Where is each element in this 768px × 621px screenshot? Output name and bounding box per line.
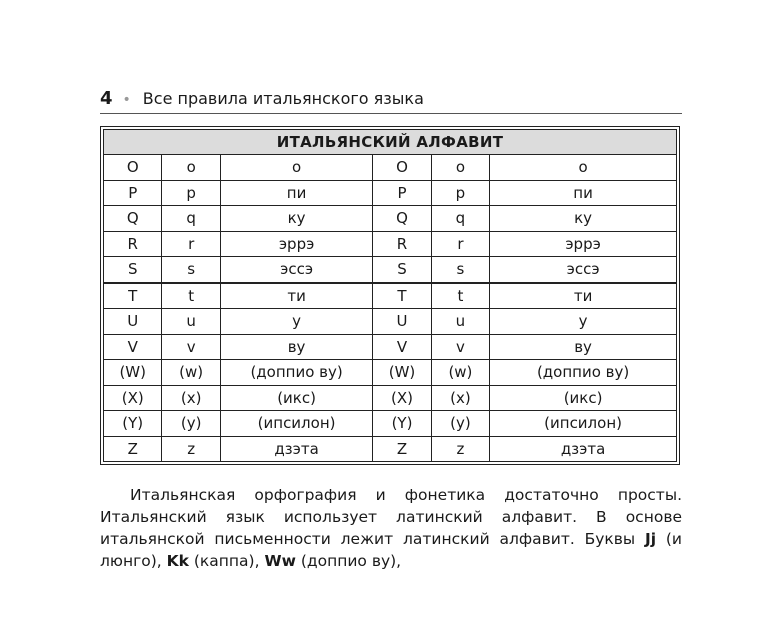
table-cell: (W): [104, 360, 162, 386]
table-cell: T: [104, 283, 162, 309]
table-cell: (x): [431, 385, 489, 411]
table-cell: о: [490, 155, 677, 181]
body-text-4: (доппио ву),: [295, 552, 402, 570]
table-cell: q: [162, 206, 220, 232]
table-cell: S: [373, 257, 431, 283]
table-cell: r: [431, 231, 489, 257]
table-cell: u: [431, 309, 489, 335]
table-row: [104, 385, 677, 411]
table-cell: v: [162, 334, 220, 360]
bold-letter-jj: Jj: [644, 530, 657, 548]
table-title: ИТАЛЬЯНСКИЙ АЛФАВИТ: [104, 130, 677, 155]
table-cell: r: [162, 231, 220, 257]
table-cell: эррэ: [490, 231, 677, 257]
table-cell: (y): [162, 411, 220, 437]
table-cell: R: [373, 231, 431, 257]
table-cell: ку: [490, 206, 677, 232]
table-cell: q: [431, 206, 489, 232]
table-row: [104, 257, 677, 283]
table-cell: V: [104, 334, 162, 360]
table-cell: ву: [490, 334, 677, 360]
table-cell: ти: [490, 283, 677, 309]
table-cell: (ипсилон): [220, 411, 372, 437]
table-cell: (Y): [373, 411, 431, 437]
table-cell: (ипсилон): [490, 411, 677, 437]
alphabet-table-frame: [100, 126, 680, 465]
table-cell: s: [431, 257, 489, 283]
header-separator: •: [122, 92, 131, 108]
table-cell: пи: [220, 180, 372, 206]
table-cell: U: [104, 309, 162, 335]
table-cell: z: [431, 436, 489, 462]
body-text-3: (каппа),: [188, 552, 265, 570]
page-number: 4: [100, 88, 113, 109]
table-cell: V: [373, 334, 431, 360]
table-cell: Q: [373, 206, 431, 232]
table-row: [104, 231, 677, 257]
table-row: [104, 411, 677, 437]
table-cell: p: [431, 180, 489, 206]
running-title: Все правила итальянского языка: [142, 89, 424, 108]
table-cell: (Y): [104, 411, 162, 437]
table-row: [104, 206, 677, 232]
table-cell: u: [162, 309, 220, 335]
table-cell: P: [104, 180, 162, 206]
table-cell: o: [431, 155, 489, 181]
table-cell: (доппио ву): [490, 360, 677, 386]
table-cell: Z: [373, 436, 431, 462]
table-cell: пи: [490, 180, 677, 206]
table-cell: эссэ: [220, 257, 372, 283]
body-text-2: (и люнго),: [100, 530, 682, 570]
table-cell: U: [373, 309, 431, 335]
table-row: [104, 436, 677, 462]
table-cell: S: [104, 257, 162, 283]
table-cell: O: [373, 155, 431, 181]
table-cell: Z: [104, 436, 162, 462]
table-cell: (w): [431, 360, 489, 386]
bold-letter-ww: Ww: [264, 552, 296, 570]
table-cell: ку: [220, 206, 372, 232]
table-row: [104, 155, 677, 181]
table-cell: t: [431, 283, 489, 309]
table-cell: (X): [104, 385, 162, 411]
table-cell: о: [220, 155, 372, 181]
table-cell: z: [162, 436, 220, 462]
table-cell: (икс): [490, 385, 677, 411]
table-cell: p: [162, 180, 220, 206]
table-cell: R: [104, 231, 162, 257]
table-cell: (y): [431, 411, 489, 437]
table-cell: P: [373, 180, 431, 206]
table-cell: (W): [373, 360, 431, 386]
table-cell: эррэ: [220, 231, 372, 257]
page-header: [100, 88, 680, 109]
table-cell: (x): [162, 385, 220, 411]
table-cell: дзэта: [490, 436, 677, 462]
table-cell: у: [490, 309, 677, 335]
table-row: [104, 283, 677, 309]
table-cell: ти: [220, 283, 372, 309]
table-row: [104, 334, 677, 360]
table-cell: (w): [162, 360, 220, 386]
header-rule: [100, 113, 682, 114]
body-paragraph: [100, 484, 682, 572]
bold-letter-kk: Kk: [166, 552, 189, 570]
table-row: [104, 180, 677, 206]
table-cell: T: [373, 283, 431, 309]
alphabet-table: [103, 129, 677, 462]
table-cell: t: [162, 283, 220, 309]
table-cell: v: [431, 334, 489, 360]
table-cell: эссэ: [490, 257, 677, 283]
table-cell: Q: [104, 206, 162, 232]
table-cell: o: [162, 155, 220, 181]
table-cell: (икс): [220, 385, 372, 411]
table-row: [104, 360, 677, 386]
table-cell: у: [220, 309, 372, 335]
table-cell: s: [162, 257, 220, 283]
table-cell: (X): [373, 385, 431, 411]
table-cell: дзэта: [220, 436, 372, 462]
table-cell: (доппио ву): [220, 360, 372, 386]
body-text-1: Итальянская орфография и фонетика достаточно просты. Итальянский язык использует латинский алфавит. В основе итальянской письменности лежит латинский алфавит. Буквы: [100, 486, 682, 548]
table-cell: O: [104, 155, 162, 181]
table-cell: ву: [220, 334, 372, 360]
table-row: [104, 309, 677, 335]
